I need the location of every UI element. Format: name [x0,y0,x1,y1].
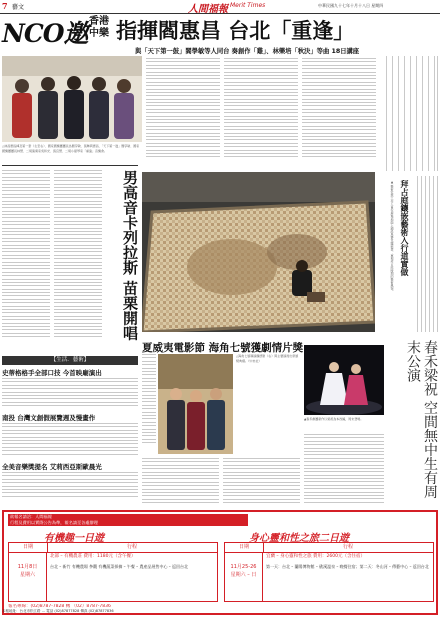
ad-row1-date: 11月8日 星期六 [9,553,47,601]
feature-tag: 【生活．藝術】 [2,356,138,365]
ad-row1-route: 北部 – 有機農莊 費用：1180元（含午餐） [50,554,136,559]
main-headline [2,14,438,48]
headline-prefix: NCO邀 [2,19,88,48]
article-col-2 [224,58,298,160]
headline-small-2: 中樂 [89,28,109,39]
ad-row2-route: 宜蘭 – 身心靈和性之旅 費用：2600元（含住宿） [266,554,365,559]
story2-title: 夏威夷電影節 海角七號獲劇情片獎 [142,342,304,354]
stage-photo-caption: ▲春禾劇團新作以梁祝為本改編，周末登場。 [304,417,364,421]
feature-title: 男高音卡列拉斯 苗栗開唱 [121,170,139,341]
headline-article-text [146,58,376,168]
right-story-text [304,434,384,508]
ad-col-date-left: 日期 [9,543,48,553]
stage-photo-illustration [304,345,384,415]
feature-headline-1: 史蒂格格手全部口技 今首映廟演出 [2,369,102,377]
stage-photo [304,345,384,415]
ad-left-title: 有機趣一日遊 [44,533,104,544]
headline-sub: 與「天下第一鼓」閻學敏等人同台 奏創作「雞」、林樂培「秋決」等曲 18日講座 [135,48,360,55]
ad-notice-1: 欲報名請洽：人間福報 [10,514,115,519]
group-photo [2,56,142,142]
feature-text-left [2,170,102,355]
ad-notice-box [8,514,248,526]
feature-headline-2: 南投 台灣文創假展覽週及慢畫作 [2,414,96,422]
group-photo-caption: △林昌惠指揮及第一套（左至右）、國家國樂團團長為閻學敏、張舞與惠昌、「天下第一鼓」閻學敏、國家國樂團團長林慧、二胡演奏家吳和光、張宜慧、二胡小提琴家「重逢」音樂會。 [2,144,140,153]
story2-text-left [142,354,156,454]
divider [2,165,138,166]
ad-col-date-right: 日期 [225,543,264,553]
ad-phone: 報名專線：(02)8787-7828 轉 （02）8787-7836 [8,604,111,609]
page-number: 7 [2,1,8,11]
article-col-1 [146,58,220,160]
masthead [0,0,440,14]
newspaper-logo: 人間福報 [188,4,228,15]
right-upper-text [380,56,438,171]
ad-table-left [8,542,218,602]
newspaper-logo-en: Merit Times [230,2,266,9]
headline-main: 指揮閻惠昌 台北「重逢」 [116,18,355,43]
feature-text-3 [2,472,138,506]
mosaic-photo-illustration [142,172,375,332]
festival-photo [158,354,233,454]
article-col-3 [302,58,376,160]
festival-photo-caption: △海角七號導演魏德聖（右）與主要演員出席頒獎典禮。（中央社） [236,354,299,363]
right-vertical-caption: ▲ 藝術家與工作人員在展場地面上鋪設馬賽克鑲嵌畫，重現拜占庭時期的藝術風貌。 [390,180,394,293]
travel-ad [2,510,438,615]
ad-row1-detail: 台北 – 新竹 有機農場 參觀 有機蔬菜採摘 – 午餐 – 農產品展售中心 – 返回台北 [50,564,188,569]
mosaic-photo [142,172,375,332]
festival-photo-illustration [158,354,233,454]
feature-text-2 [2,423,138,461]
ad-row2-detail: 第一天：台北 – 蘭陽博物館 – 礁溪溫泉 – 晚餐住宿；第二天：冬山河 – 傳藝中心 – 返回台北 [266,564,429,569]
feature-headline-3: 全美音樂獎提名 艾莉西亞斯歐晨光 [2,463,102,471]
ad-col-trip-left: 行程 [47,543,217,553]
ad-right-title: 身心靈和性之旅二日遊 [249,533,349,544]
ad-col-trip-right: 行程 [263,543,433,553]
issue-date: 中華民國九十七年十月十八日 星期四 [318,3,384,8]
right-vertical-text [412,176,438,332]
group-photo-illustration [2,56,142,142]
headline-small-1: 香港 [89,16,109,27]
ad-table-right [224,542,434,602]
right-vertical-title: 拜占庭鑲嵌藝術入行道實做 [400,180,410,276]
right-story-headline: 春禾梁祝 空間無中生有周末公演 [405,340,438,499]
feature-text-1 [2,378,138,412]
story2-text [142,458,300,508]
ad-notice-2: 行程及費用以實際公告為準，報名請至各處辦理 [10,520,98,525]
ad-row2-date: 11月25-26 星期六 – 日 [225,553,263,601]
page-footer: 本報地址：台北市松江路 … 電話 (02)87877828 傳真 (02)87877836 [2,609,114,613]
section-name: 藝文 [12,4,25,11]
